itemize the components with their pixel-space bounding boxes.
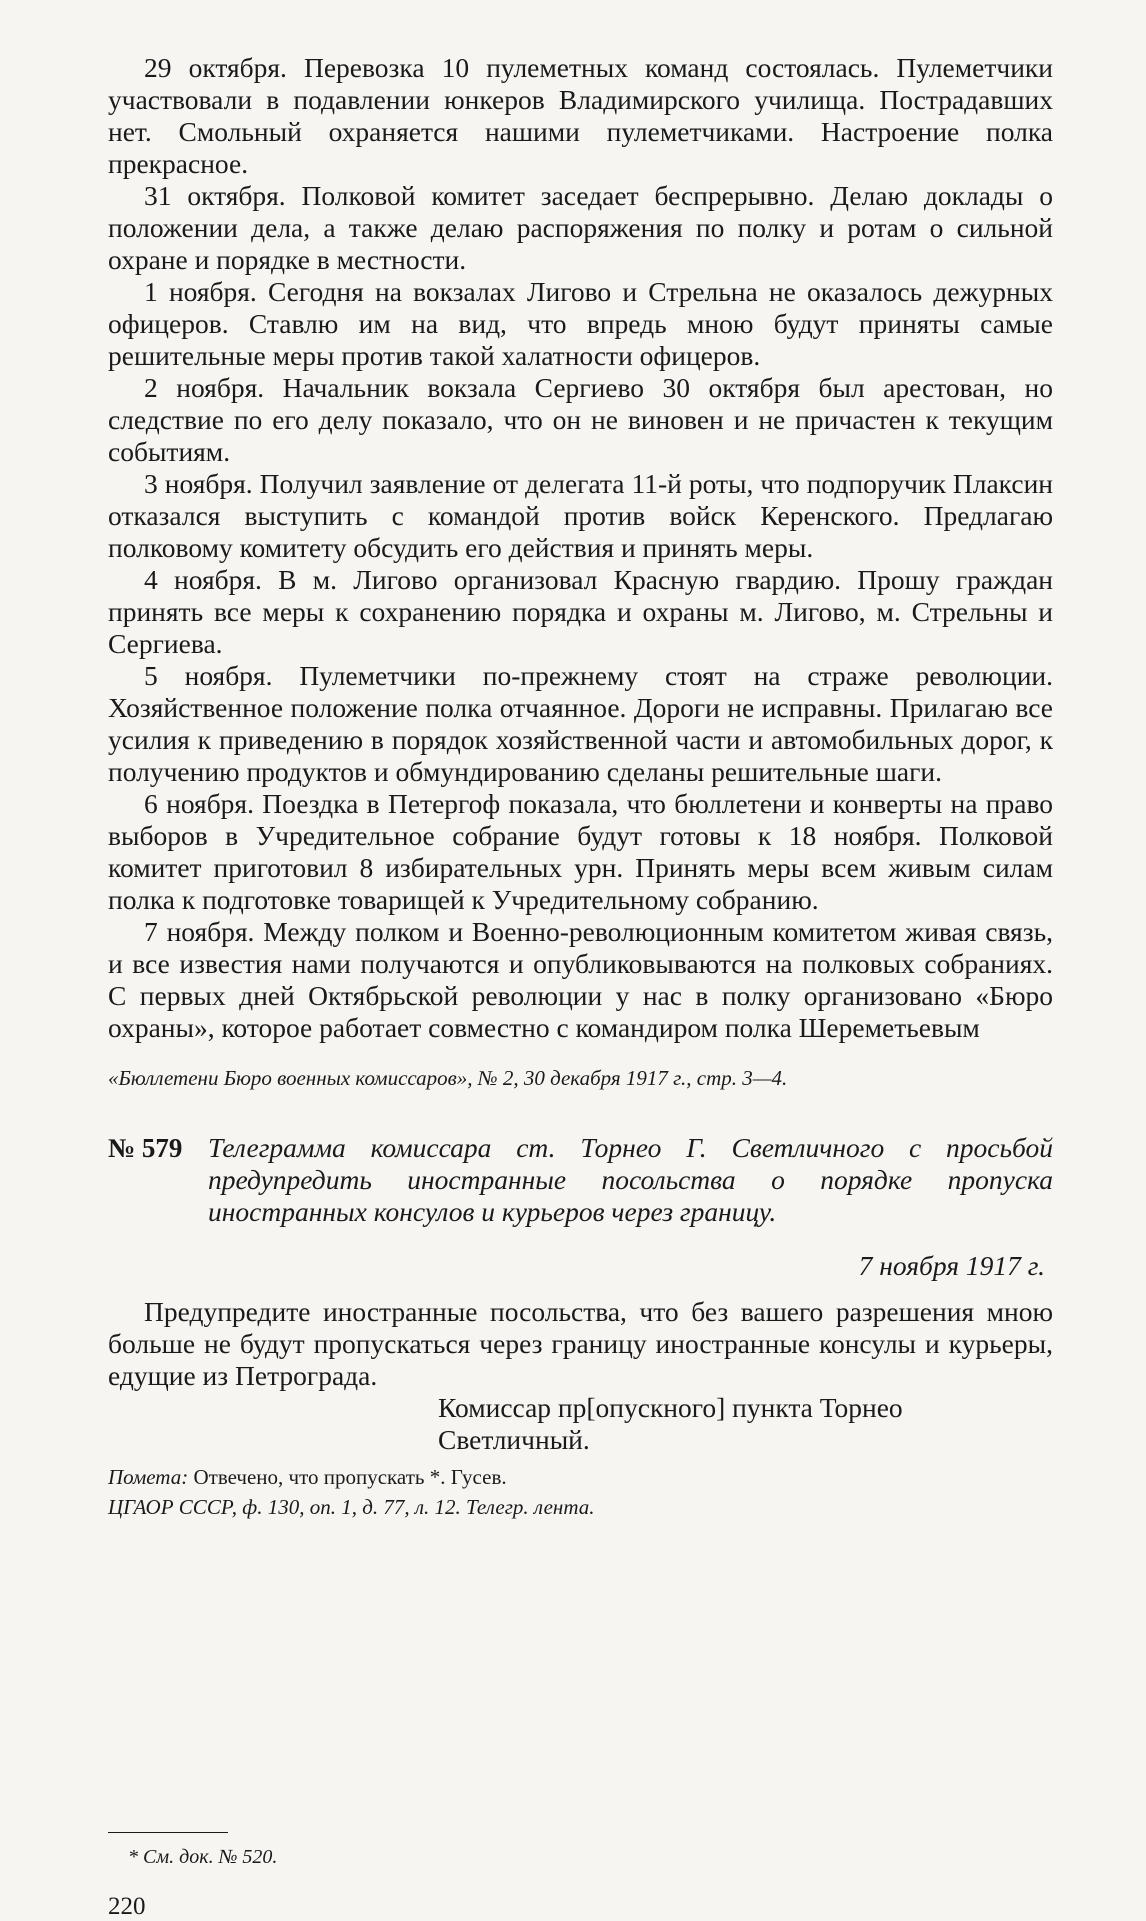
telegram-text: Предупредите иностранные посольства, что без вашего разрешения мною больше не будут пропускаться через границу иностранные консулы и курьеры, едущие из Петрограда. xyxy=(108,1296,1053,1391)
footnote: * См. док. № 520. xyxy=(128,1846,278,1868)
document-title: Телеграмма комиссара ст. Торнео Г. Светличного с просьбой предупредить иностранные посольства о порядке пропуска иностранных консулов и курьеров через границу. xyxy=(208,1132,1053,1227)
page-number: 220 xyxy=(108,1893,146,1920)
signature: Комиссар пр[опускного] пункта Торнео Светличный. xyxy=(438,1392,903,1455)
annotation-text: Отвечено, что пропускать *. Гусев. xyxy=(188,1465,507,1489)
entry-nov-7: 7 ноября. Между полком и Военно-революционным комитетом живая связь, и все известия нами получаются и опубликовываются на полковых собраниях. С первых дней Октябрьской революции у нас в полку организовано «Бюро охраны», которое работает совместно с командиром полка Шереметьевым xyxy=(108,916,1053,1043)
entry-nov-3: 3 ноября. Получил заявление от делегата 11-й роты, что подпоручик Плаксин отказался выступить с командой против войск Керенского. Предлагаю полковому комитету обсудить его действия и принять меры. xyxy=(108,468,1053,563)
archive-reference: ЦГАОР СССР, ф. 130, оп. 1, д. 77, л. 12. Телегр. лента. xyxy=(108,1495,595,1519)
document-body xyxy=(108,1296,1053,1522)
entry-nov-1: 1 ноября. Сегодня на вокзалах Лигово и Стрельна не оказалось дежурных офицеров. Ставлю им на вид, что впредь мною будут приняты самые решительные меры против такой халатности офицеров. xyxy=(108,276,1053,371)
entry-nov-2: 2 ноября. Начальник вокзала Сергиево 30 октября был арестован, но следствие по его делу показало, что он не виновен и не причастен к текущим событиям. xyxy=(108,372,1053,467)
annotation xyxy=(108,1462,1053,1492)
footnote-divider xyxy=(108,1832,228,1833)
page xyxy=(108,52,1053,1921)
annotation-label: Помета: xyxy=(108,1465,189,1489)
entry-nov-5: 5 ноября. Пулеметчики по-прежнему стоят на страже революции. Хозяйственное положение полка отчаянное. Дороги не исправны. Прилагаю все усилия к приведению в порядок хозяйственной части и автомобильных дорог, к получению продуктов и обмундированию сделаны решительные шаги. xyxy=(108,660,1053,787)
source-citation: «Бюллетени Бюро военных комиссаров», № 2, 30 декабря 1917 г., стр. 3—4. xyxy=(108,1066,788,1090)
document-header xyxy=(108,1132,1053,1252)
entry-oct-31: 31 октября. Полковой комитет заседает беспрерывно. Делаю доклады о положении дела, а также делаю распоряжения по полку и ротам о сильной охране и порядке в местности. xyxy=(108,180,1053,275)
document-number: № 579 xyxy=(108,1133,183,1163)
document-date: 7 ноября 1917 г. xyxy=(858,1250,1045,1281)
entry-nov-4: 4 ноября. В м. Лигово организовал Красную гвардию. Прошу граждан принять все меры к сохранению порядка и охраны м. Лигово, м. Стрельны и Сергиева. xyxy=(108,564,1053,659)
diary-entries xyxy=(108,52,1053,1044)
entry-oct-29: 29 октября. Перевозка 10 пулеметных команд состоялась. Пулеметчики участвовали в подавлении юнкеров Владимирского училища. Пострадавших нет. Смольный охраняется нашими пулеметчиками. Настроение полка прекрасное. xyxy=(108,52,1053,179)
entry-nov-6: 6 ноября. Поездка в Петергоф показала, что бюллетени и конверты на право выборов в Учредительное собрание будут готовы к 18 ноября. Полковой комитет приготовил 8 избирательных урн. Принять меры всем живым силам полка к подготовке товарищей к Учредительному собранию. xyxy=(108,788,1053,915)
